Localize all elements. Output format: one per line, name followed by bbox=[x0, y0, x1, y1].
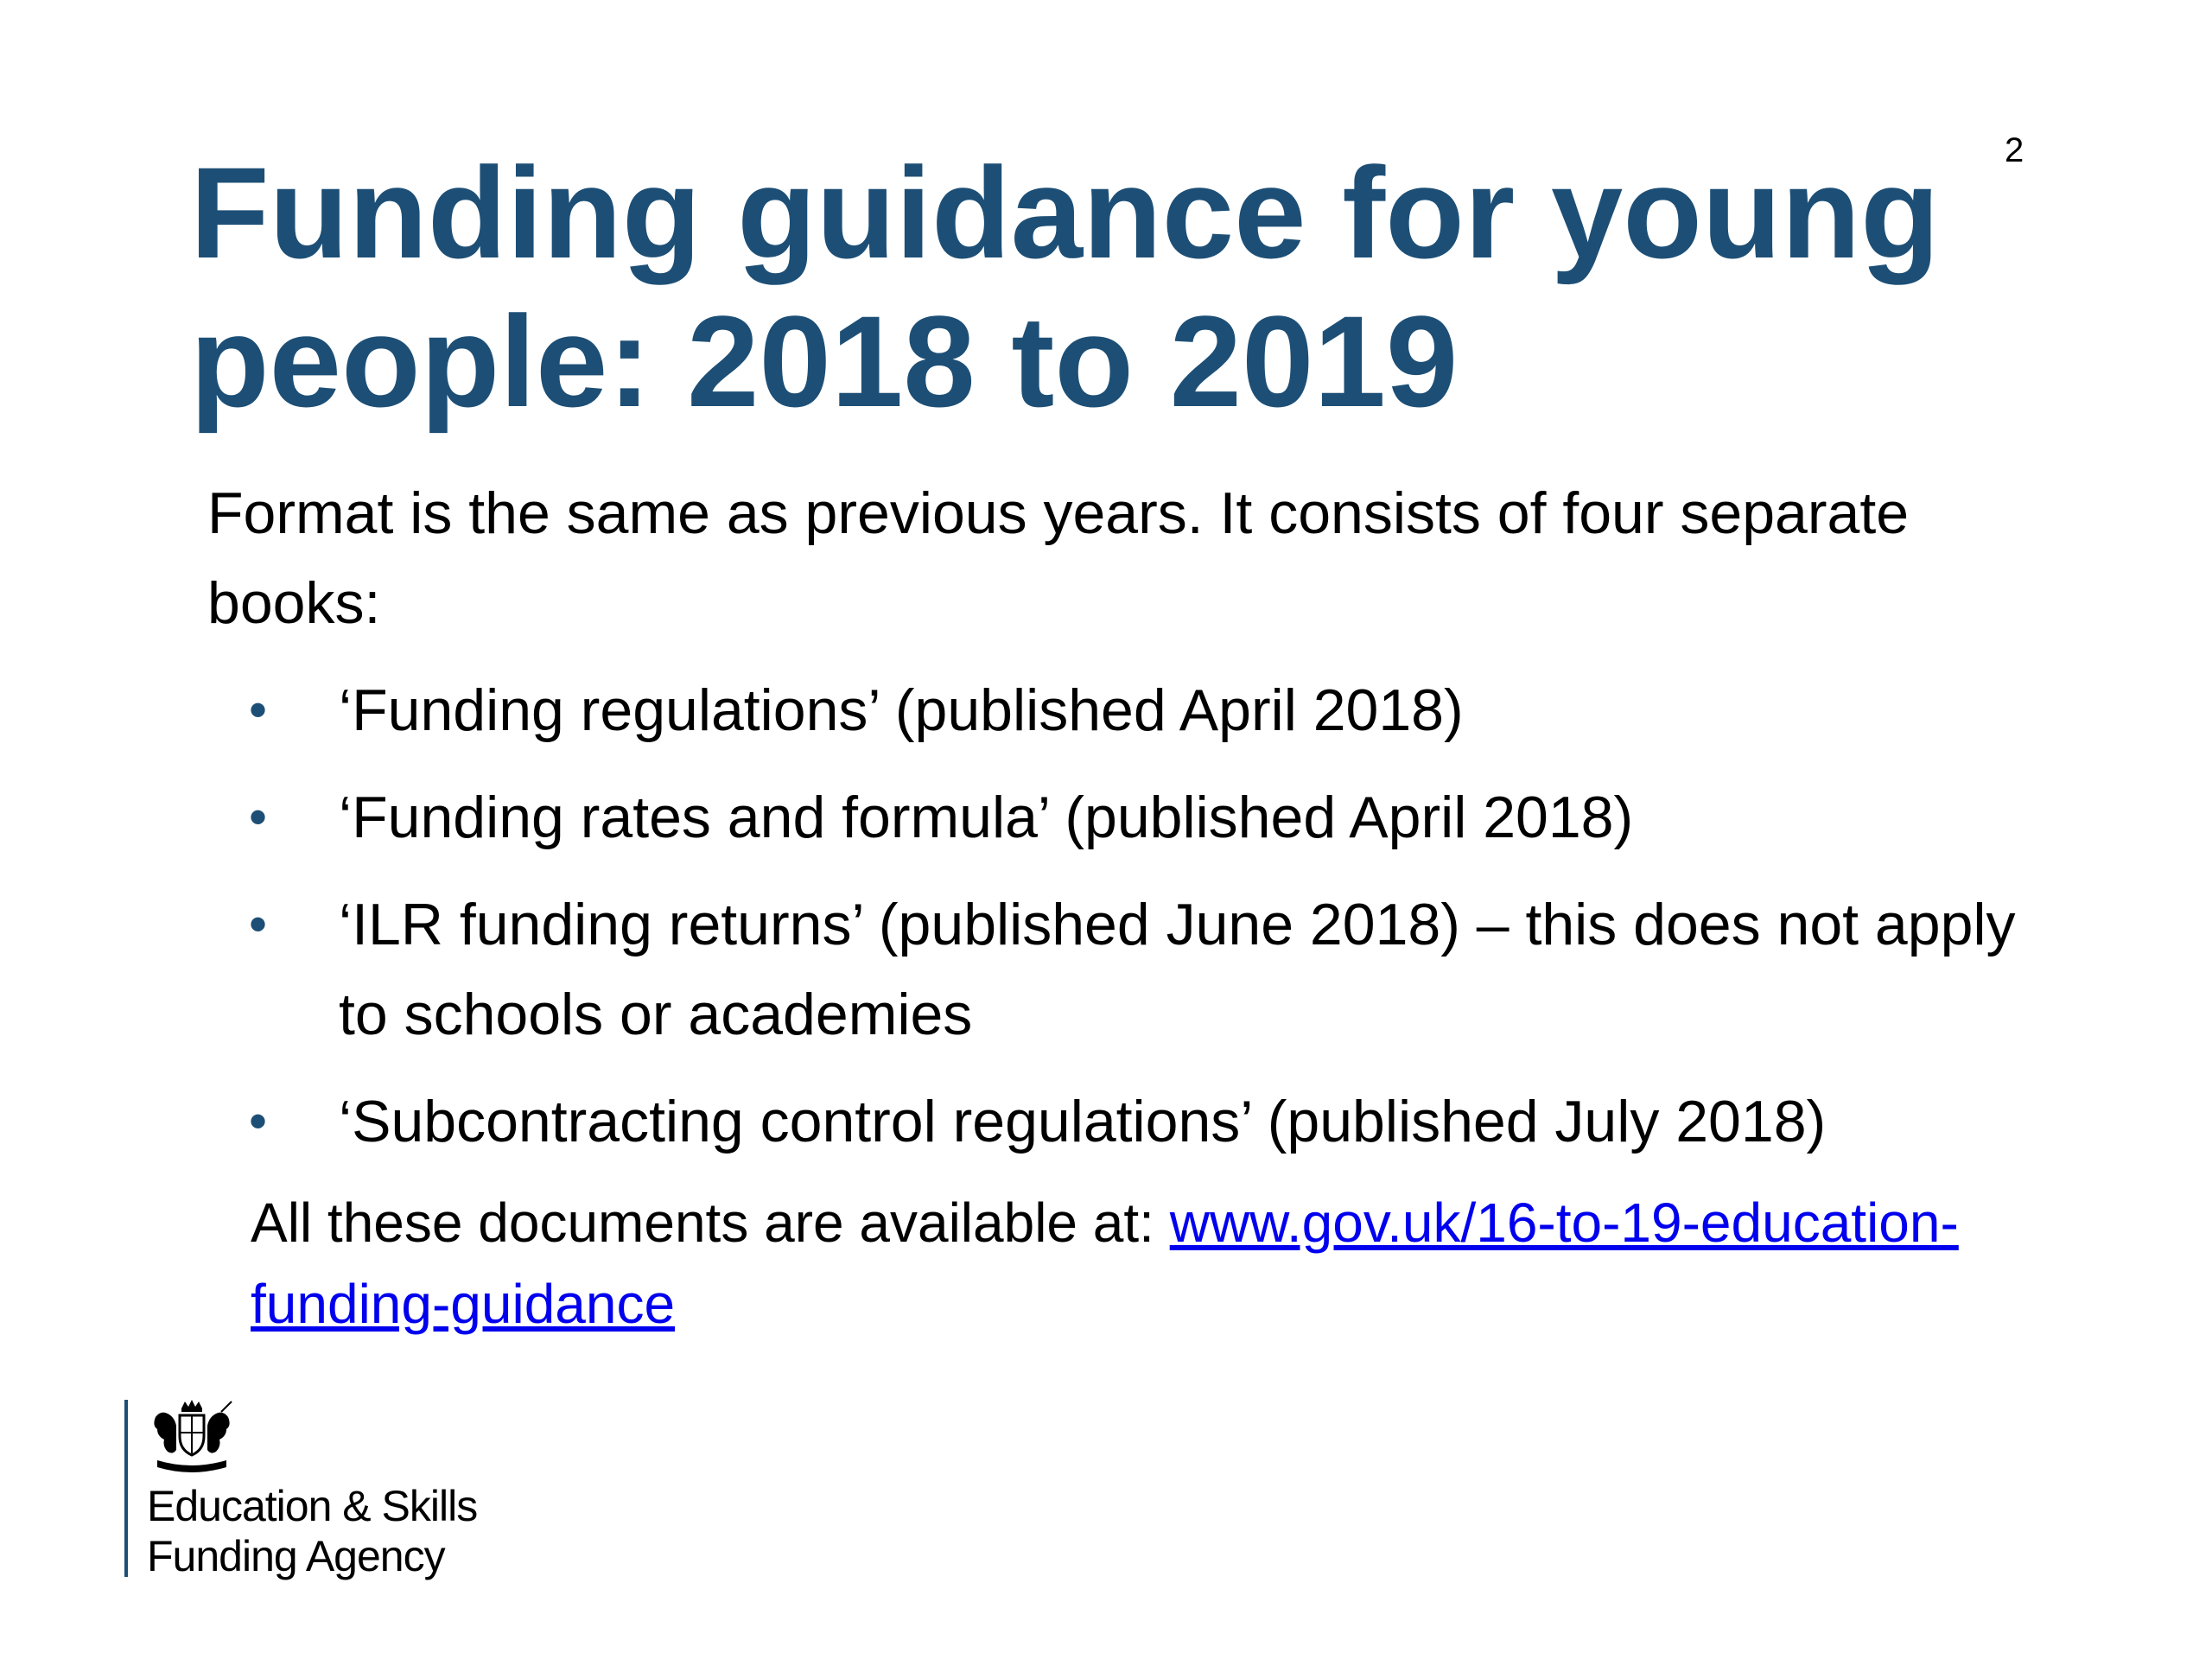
intro-text: Format is the same as previous years. It consists of four separate books: bbox=[207, 480, 1910, 636]
availability-prefix: All these documents are available at: bbox=[251, 1192, 1170, 1254]
agency-name-line1: Education & Skills bbox=[147, 1482, 478, 1530]
bullet-icon: • bbox=[249, 895, 268, 953]
list-item-text: ‘Funding rates and formula’ (published April 2018) bbox=[339, 785, 1634, 850]
list-item bbox=[207, 772, 2065, 862]
list-item-text: ‘ILR funding returns’ (published June 2018) – this does not apply to schools or academies bbox=[339, 892, 2016, 1047]
page-number: 2 bbox=[2005, 131, 2024, 169]
slide-title: Funding guidance for young people: 2018 to 2019 bbox=[190, 140, 1940, 434]
availability-text bbox=[251, 1182, 2065, 1344]
list-item bbox=[207, 880, 2065, 1059]
guidance-link[interactable]: www.gov.uk/16-to-19-education-funding-guidance bbox=[251, 1192, 1959, 1335]
list-item-text: ‘Funding regulations’ (published April 2018) bbox=[339, 677, 1464, 743]
list-item-text: ‘Subcontracting control regulations’ (published July 2018) bbox=[339, 1089, 1827, 1154]
bullet-icon: • bbox=[249, 681, 268, 739]
agency-name-line2: Funding Agency bbox=[147, 1532, 445, 1580]
list-item bbox=[207, 665, 2065, 755]
list-item bbox=[207, 1077, 2065, 1166]
bullet-icon: • bbox=[249, 788, 268, 846]
royal-coat-of-arms-icon bbox=[149, 1400, 235, 1474]
agency-logo bbox=[124, 1400, 478, 1580]
books-list bbox=[207, 665, 2065, 1184]
bullet-icon: • bbox=[249, 1092, 268, 1150]
